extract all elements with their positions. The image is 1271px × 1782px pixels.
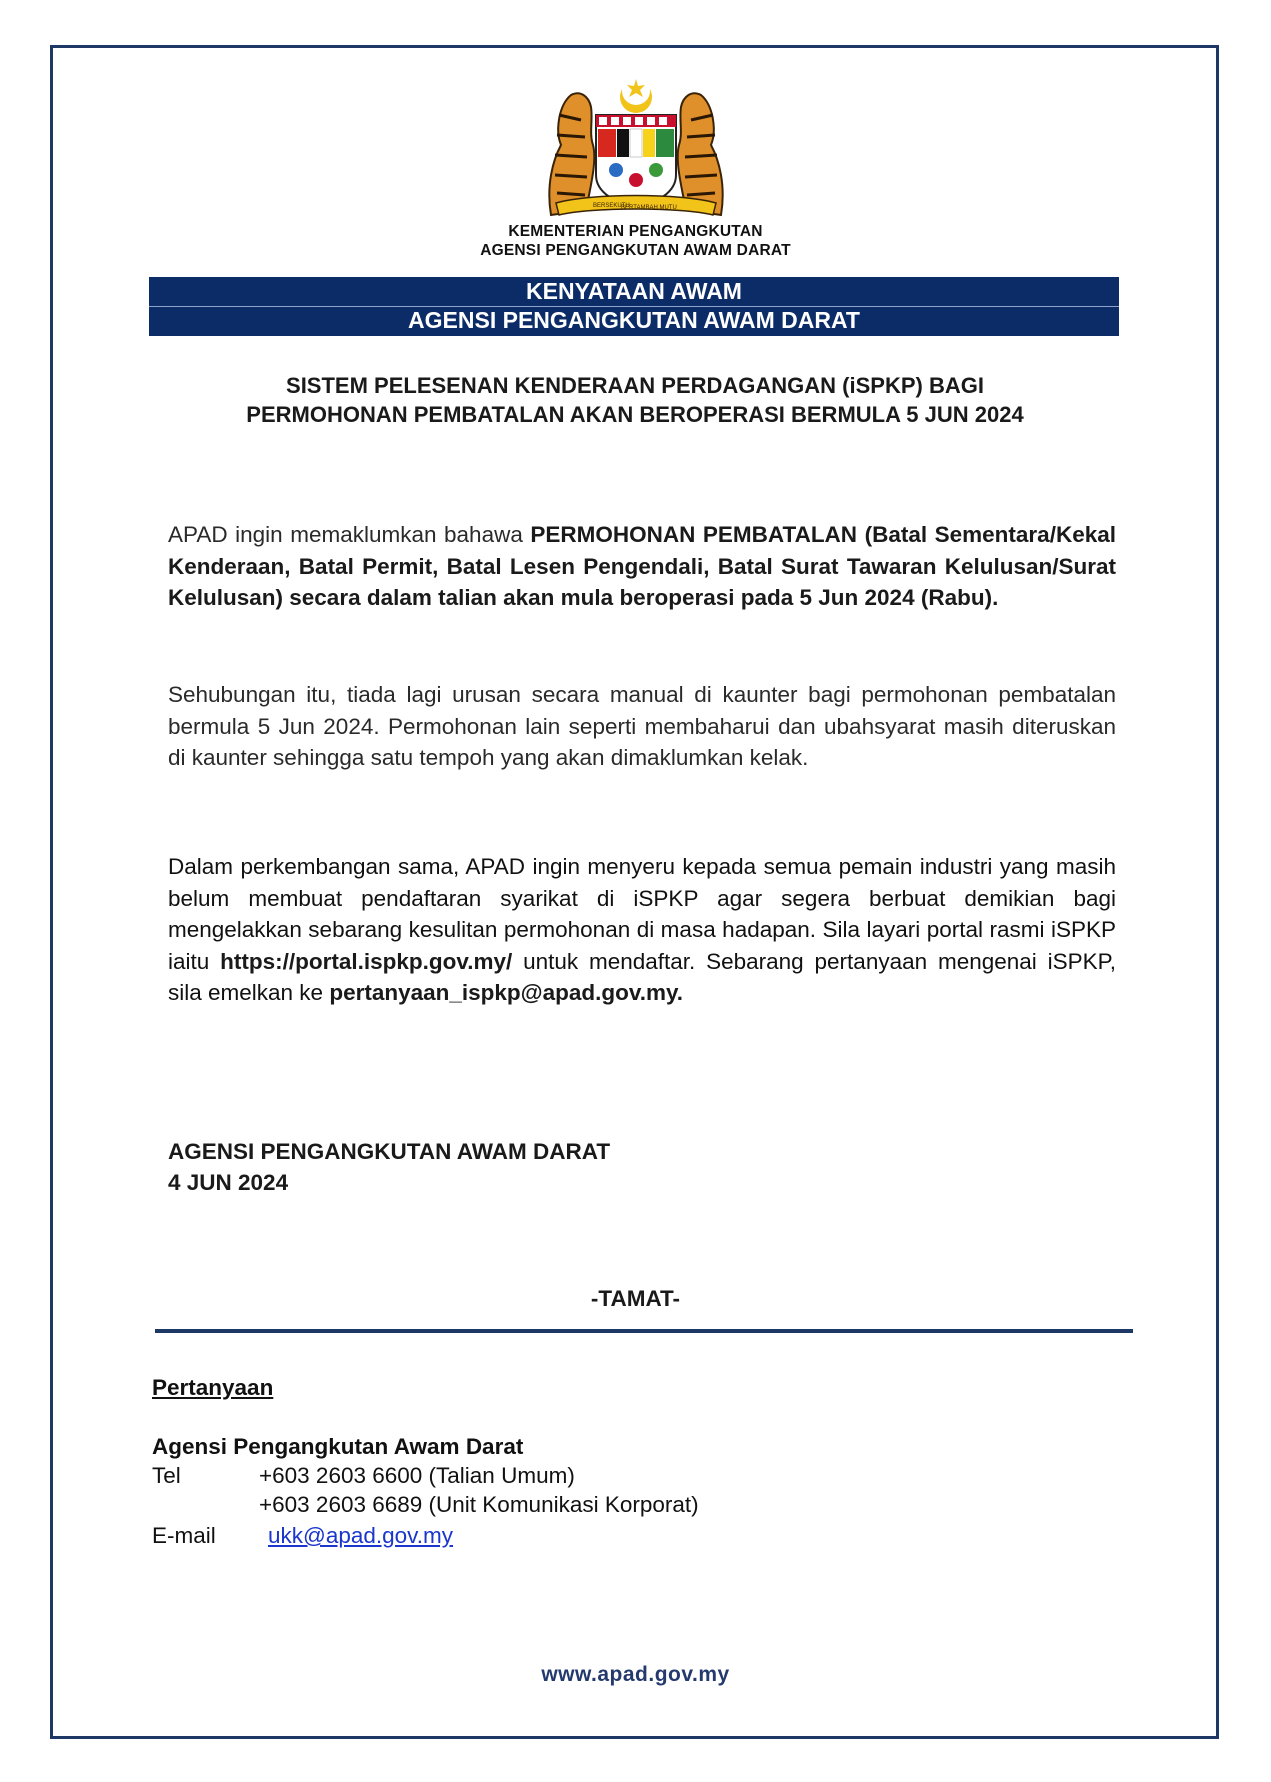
contact-tel-row [152,1461,575,1491]
portal-link[interactable]: https://portal.ispkp.gov.my/ [220,948,513,974]
signoff-agency: AGENSI PENGANGKUTAN AWAM DARAT [168,1139,611,1164]
paragraph-2: Sehubungan itu, tiada lagi urusan secara manual di kaunter bagi permohonan pembatalan bermula 5 Jun 2024. Permohonan lain seperti membaharui dan ubahsyarat masih diteruskan di kaunter sehingga satu tempoh yang akan dimaklumkan kelak. [168,682,1116,770]
paragraph-1 [168,519,1116,614]
paragraph-1-intro: APAD ingin memaklumkan bahawa [168,522,531,547]
subject-line-2: PERMOHONAN PEMBATALAN AKAN BEROPERASI BERMULA 5 JUN 2024 [246,402,1024,427]
email-label: E-mail [152,1523,216,1548]
contact-email-link[interactable]: ukk@apad.gov.my [268,1523,454,1548]
banner-title: KENYATAAN AWAM [526,278,742,304]
subject-line-1: SISTEM PELESENAN KENDERAAN PERDAGANGAN (iSPKP) BAGI [286,373,984,398]
subject-heading [160,371,1110,429]
website-footer[interactable]: www.apad.gov.my [541,1663,730,1686]
paragraph-3 [168,851,1116,1009]
banner-divider [149,306,1119,307]
enquiry-email[interactable]: pertanyaan_ispkp@apad.gov.my. [329,980,684,1005]
contact-agency: Agensi Pengangkutan Awam Darat [152,1434,524,1459]
tel-label: Tel [152,1463,181,1488]
tel-number-1: +603 2603 6600 (Talian Umum) [259,1463,575,1488]
paragraph-1-bold: PERMOHONAN PEMBATALAN (Batal Sementara/Kekal Kenderaan, Batal Permit, Batal Lesen Pengendali, Batal Surat Tawaran Kelulusan/Surat Kelulusan) secara dalam talian akan mula beroperasi pada 5 Jun 2024 (Rabu). [168,522,1116,610]
tel-number-2: +603 2603 6689 (Unit Komunikasi Korporat) [259,1492,699,1517]
crest-motto-center: BERTAMBAH MUTU [621,205,677,211]
paragraph-3-text-2: untuk mendaftar. Sebarang pertanyaan mengenai iSPKP, sila emelkan ke [168,948,1117,1005]
signoff [168,1136,610,1198]
contact-heading: Pertanyaan [152,1375,274,1400]
statement-banner [149,277,1119,336]
malaysia-coat-of-arms-icon [541,75,731,220]
end-marker: -TAMAT- [590,1286,681,1311]
ministry-name: KEMENTERIAN PENGANGKUTAN [508,223,763,240]
agency-name: AGENSI PENGANGKUTAN AWAM DARAT [480,242,791,259]
contact-tel-row-2 [152,1490,699,1520]
crest-motto-left: BERSEKUTU [593,203,630,209]
banner-subtitle: AGENSI PENGANGKUTAN AWAM DARAT [408,307,860,333]
signoff-date: 4 JUN 2024 [168,1170,289,1195]
contact-email-row [152,1521,453,1551]
footer-divider [155,1329,1133,1333]
paragraph-3-text-1: Dalam perkembangan sama, APAD ingin menyeru kepada semua pemain industri yang masih belum membuat pendaftaran syarikat di iSPKP agar segera berbuat demikian bagi mengelakkan sebarang kesulitan permohonan di masa hadapan. Sila layari portal rasmi iSPKP iaitu [168,854,1116,974]
